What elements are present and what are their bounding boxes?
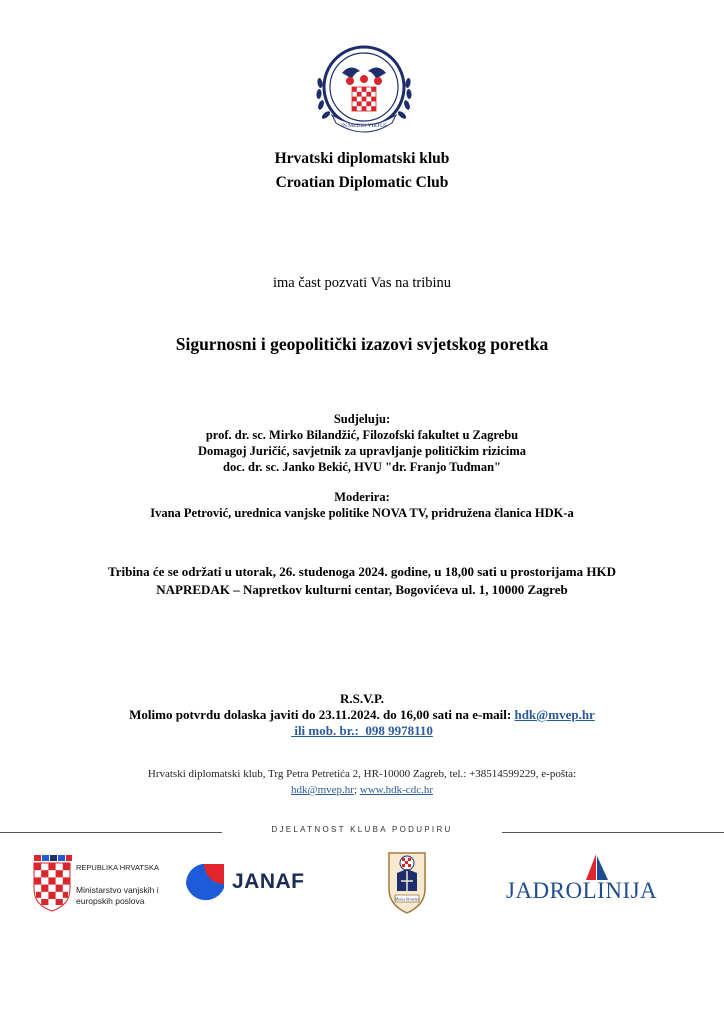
rsvp-mobile-link[interactable]: ili mob. br.: 098 9978110 — [291, 723, 433, 738]
participant-2: Domagoj Juričić, savjetnik za upravljanje političkim rizicima — [197, 444, 527, 458]
footer-email-link[interactable]: hdk@mvep.hr — [290, 784, 354, 796]
moderator-heading: Moderira: — [334, 490, 390, 504]
footer-contact — [0, 783, 724, 799]
club-name-en: Croatian Diplomatic Club — [275, 174, 449, 191]
janaf-name: JANAF — [232, 870, 305, 893]
mvep-line-2: Ministarstvo vanjskih i — [76, 885, 159, 895]
venue-line-2: NAPREDAK – Napretkov kulturni centar, Bogovićeva ul. 1, 10000 Zagreb — [156, 582, 568, 597]
matica-hrvatska-logo — [383, 847, 431, 915]
rsvp-instruction: Molimo potvrdu dolaska javiti do 23.11.2024. do 16,00 sati na e-mail: — [129, 707, 515, 722]
invitation-intro: ima čast pozvati Vas na tribinu — [272, 275, 452, 291]
separator-right — [502, 832, 724, 833]
mvep-line-3: europskih poslova — [76, 896, 145, 906]
venue-line-1: Tribina će se održati u utorak, 26. studenoga 2024. godine, u 18,00 sati u prostorijama HKD — [108, 564, 616, 579]
janaf-mark-icon — [184, 862, 226, 906]
jadrolinija-logo — [500, 852, 700, 912]
club-logo — [312, 45, 416, 133]
club-name-hr: Hrvatski diplomatski klub — [274, 150, 450, 167]
jadrolinija-name: JADROLINIJA — [506, 878, 658, 903]
participant-1: prof. dr. sc. Mirko Bilandžić, Filozofski fakultet u Zagrebu — [205, 428, 519, 442]
moderator: Ivana Petrović, urednica vanjske politike NOVA TV, pridružena članica HDK-a — [150, 506, 574, 520]
sponsors-title: DJELATNOST KLUBA PODUPIRU — [271, 825, 453, 834]
matica-name: Matica Hrvatska — [395, 897, 419, 902]
croatian-coat-of-arms-icon — [32, 855, 72, 913]
event-title: Sigurnosni i geopolitički izazovi svjetskog poretka — [175, 334, 549, 354]
footer-website-link[interactable]: www.hdk-cdc.hr — [359, 784, 433, 796]
rsvp-heading: R.S.V.P. — [339, 691, 385, 706]
rsvp-email-link[interactable]: hdk@mvep.hr — [514, 707, 595, 722]
footer-separator: ; — [353, 784, 358, 796]
participant-3: doc. dr. sc. Janko Bekić, HVU "dr. Franjo Tuđman" — [223, 460, 501, 474]
separator-left — [0, 832, 222, 833]
rsvp-mobile-row — [0, 722, 724, 740]
logo-motto: IN MEDIO VIRTUS — [340, 123, 388, 129]
footer-address: Hrvatski diplomatski klub, Trg Petra Petretića 2, HR-10000 Zagreb, tel.: +38514599229, e-pošta: — [147, 768, 577, 780]
participants-heading: Sudjeluju: — [333, 412, 391, 426]
mvep-line-1: REPUBLIKA HRVATSKA — [76, 863, 159, 872]
mvep-logo — [32, 855, 162, 913]
janaf-logo — [184, 862, 306, 906]
